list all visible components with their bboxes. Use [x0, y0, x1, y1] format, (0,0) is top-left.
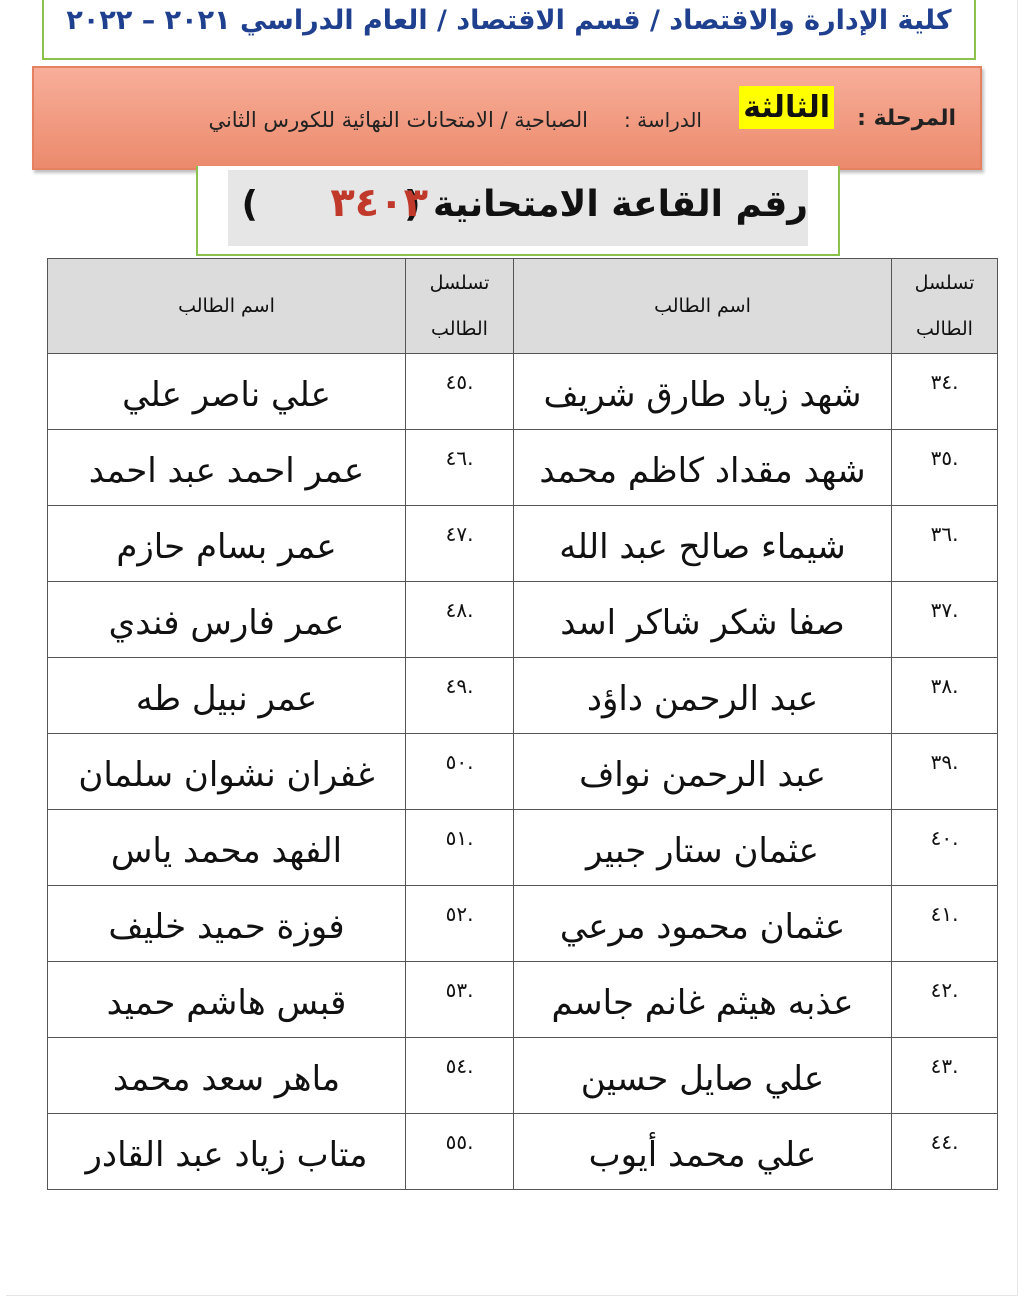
serial-header [892, 259, 998, 354]
students-table [47, 258, 998, 1190]
table-row [48, 582, 998, 658]
serial-cell: .٥٣ [406, 962, 514, 1038]
student-name-cell: عمر احمد عبد احمد [48, 430, 406, 506]
serial-header-bottom: الطالب [431, 318, 488, 340]
serial-cell: .٤١ [892, 886, 998, 962]
serial-cell: .٥٢ [406, 886, 514, 962]
student-name-cell: علي ناصر علي [48, 354, 406, 430]
student-name-cell: عبد الرحمن داؤد [514, 658, 892, 734]
serial-cell: .٥١ [406, 810, 514, 886]
serial-cell: .٣٧ [892, 582, 998, 658]
student-name-cell: شهد مقداد كاظم محمد [514, 430, 892, 506]
student-name-cell: عمر فارس فندي [48, 582, 406, 658]
name-header: اسم الطالب [514, 259, 892, 354]
study-label: الدراسة : [624, 108, 702, 132]
student-name-cell: عبد الرحمن نواف [514, 734, 892, 810]
exam-hall-close-paren: ) [241, 184, 258, 225]
serial-header-top: تسلسل [429, 272, 490, 294]
serial-cell: .٤٨ [406, 582, 514, 658]
serial-cell: .٤٠ [892, 810, 998, 886]
student-name-cell: صفا شكر شاكر اسد [514, 582, 892, 658]
table-row [48, 506, 998, 582]
stage-label: المرحلة : [857, 106, 956, 131]
serial-cell: .٤٩ [406, 658, 514, 734]
stage-info-box [32, 66, 982, 170]
student-name-cell: الفهد محمد ياس [48, 810, 406, 886]
student-name-cell: شيماء صالح عبد الله [514, 506, 892, 582]
serial-header [406, 259, 514, 354]
student-name-cell: عثمان ستار جبير [514, 810, 892, 886]
exam-hall-label: رقم القاعة الامتحانية ( [404, 184, 808, 225]
table-row [48, 962, 998, 1038]
student-name-cell: عمر بسام حازم [48, 506, 406, 582]
serial-cell: .٣٩ [892, 734, 998, 810]
serial-cell: .٣٨ [892, 658, 998, 734]
serial-cell: .٣٤ [892, 354, 998, 430]
table-row [48, 354, 998, 430]
student-name-cell: فوزة حميد خليف [48, 886, 406, 962]
serial-cell: .٤٣ [892, 1038, 998, 1114]
serial-cell: .٣٦ [892, 506, 998, 582]
serial-cell: .٤٤ [892, 1114, 998, 1190]
table-row [48, 734, 998, 810]
study-description: الصباحية / الامتحانات النهائية للكورس الثاني [208, 108, 588, 132]
serial-cell: .٣٥ [892, 430, 998, 506]
exam-hall-number: ٣٤٠٣ [330, 180, 428, 226]
student-name-cell: عمر نبيل طه [48, 658, 406, 734]
serial-cell: .٥٥ [406, 1114, 514, 1190]
serial-cell: .٤٧ [406, 506, 514, 582]
table-row [48, 810, 998, 886]
exam-hall-inner [228, 170, 808, 246]
college-title: كلية الإدارة والاقتصاد / قسم الاقتصاد / العام الدراسي ٢٠٢١ – ٢٠٢٢ [66, 4, 952, 36]
table-row [48, 1114, 998, 1190]
serial-header-top: تسلسل [914, 272, 975, 294]
college-banner [42, 0, 976, 60]
student-name-cell: علي محمد أيوب [514, 1114, 892, 1190]
stage-value-highlight: الثالثة [739, 86, 834, 129]
student-name-cell: عثمان محمود مرعي [514, 886, 892, 962]
name-header: اسم الطالب [48, 259, 406, 354]
exam-hall-box [196, 166, 840, 256]
student-name-cell: قبس هاشم حميد [48, 962, 406, 1038]
student-name-cell: متاب زياد عبد القادر [48, 1114, 406, 1190]
student-name-cell: ماهر سعد محمد [48, 1038, 406, 1114]
table-row [48, 658, 998, 734]
student-name-cell: عذبه هيثم غانم جاسم [514, 962, 892, 1038]
table-row [48, 886, 998, 962]
table-row [48, 430, 998, 506]
serial-cell: .٤٢ [892, 962, 998, 1038]
serial-cell: .٤٦ [406, 430, 514, 506]
serial-cell: .٥٠ [406, 734, 514, 810]
serial-cell: .٤٥ [406, 354, 514, 430]
student-name-cell: علي صايل حسين [514, 1038, 892, 1114]
student-name-cell: شهد زياد طارق شريف [514, 354, 892, 430]
student-name-cell: غفران نشوان سلمان [48, 734, 406, 810]
serial-cell: .٥٤ [406, 1038, 514, 1114]
table-row [48, 1038, 998, 1114]
serial-header-bottom: الطالب [916, 318, 973, 340]
table-header-row [48, 259, 998, 354]
